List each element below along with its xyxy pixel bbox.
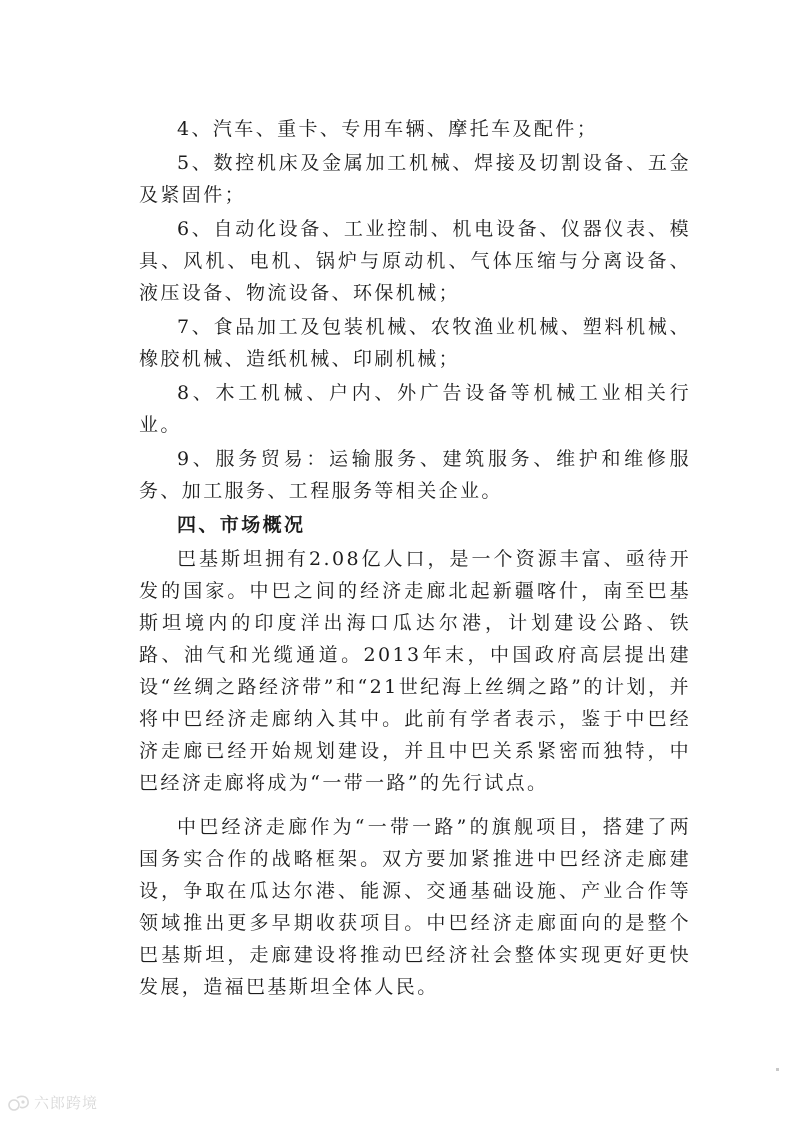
document-body xyxy=(139,113,691,1003)
list-item-5: 5、数控机床及金属加工机械、焊接及切割设备、五金及紧固件； xyxy=(139,152,691,206)
list-item-7: 7、食品加工及包装机械、农牧渔业机械、塑料机械、橡胶机械、造纸机械、印刷机械； xyxy=(139,316,691,370)
brand-logo-icon xyxy=(8,1094,30,1112)
list-item-9: 9、服务贸易：运输服务、建筑服务、维护和维修服务、加工服务、工程服务等相关企业。 xyxy=(139,448,691,502)
list-item-8: 8、木工机械、户内、外广告设备等机械工业相关行业。 xyxy=(139,382,691,436)
list-item-6: 6、自动化设备、工业控制、机电设备、仪器仪表、模具、风机、电机、锅炉与原动机、气体压缩与分离设备、液压设备、物流设备、环保机械； xyxy=(139,218,691,304)
body-paragraph-2: 中巴经济走廊作为“一带一路”的旗舰项目，搭建了两国务实合作的战略框架。双方要加紧推进中巴经济走廊建设，争取在瓜达尔港、能源、交通基础设施、产业合作等领域推出更多早期收获项目。中巴经济走廊面向的是整个巴基斯坦，走廊建设将推动巴经济社会整体实现更好更快发展，造福巴基斯坦全体人民。 xyxy=(139,816,691,998)
section-heading: 四、市场概况 xyxy=(177,514,306,536)
body-paragraph-1: 巴基斯坦拥有2.08亿人口，是一个资源丰富、亟待开发的国家。中巴之间的经济走廊北起新疆喀什，南至巴基斯坦境内的印度洋出海口瓜达尔港，计划建设公路、铁路、油气和光缆通道。2013年末，中国政府高层提出建设“丝绸之路经济带”和“21世纪海上丝绸之路”的计划，并将中巴经济走廊纳入其中。此前有学者表示，鉴于中巴经济走廊已经开始规划建设，并且中巴关系紧密而独特，中巴经济走廊将成为“一带一路”的先行试点。 xyxy=(139,548,691,794)
list-item-4: 4、汽车、重卡、专用车辆、摩托车及配件； xyxy=(177,118,599,140)
watermark-text: 六郎跨境 xyxy=(34,1094,99,1112)
scan-speck xyxy=(776,1068,779,1071)
watermark xyxy=(8,1092,98,1113)
